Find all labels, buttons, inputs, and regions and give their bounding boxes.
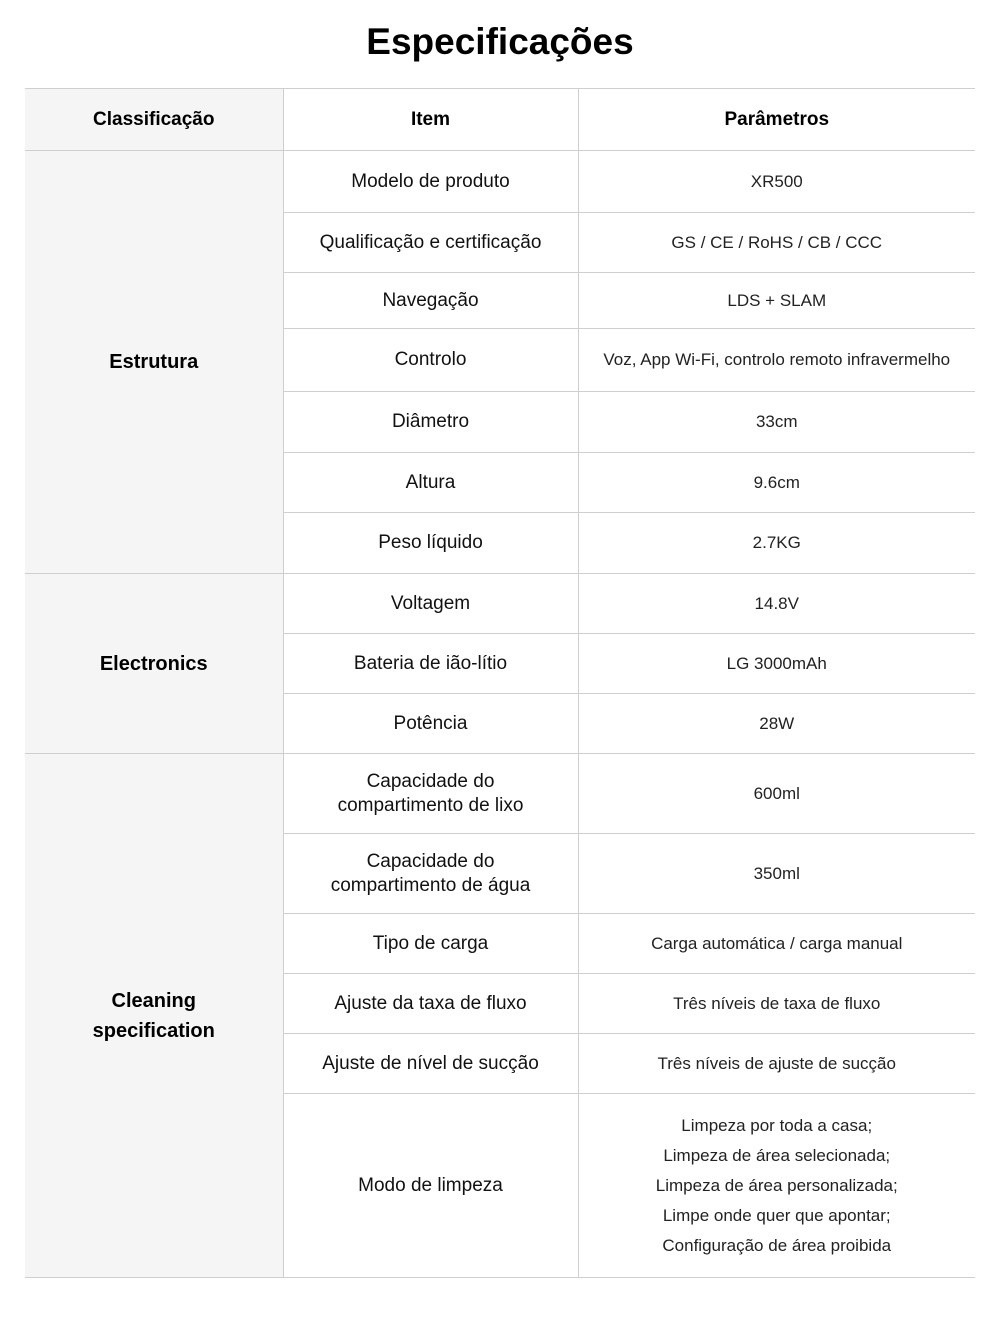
- parameter-cell: [578, 1094, 975, 1278]
- item-cell: Altura: [283, 453, 578, 513]
- item-cell: [283, 754, 578, 834]
- item-cell: Modelo de produto: [283, 151, 578, 213]
- header-parameters: Parâmetros: [578, 89, 975, 151]
- item-line: compartimento de lixo: [337, 794, 524, 816]
- parameter-cell: LG 3000mAh: [578, 634, 975, 694]
- item-cell: Peso líquido: [283, 513, 578, 574]
- item-cell: Diâmetro: [283, 392, 578, 453]
- table-row: [25, 754, 975, 834]
- item-line: Capacidade do: [366, 850, 495, 872]
- item-cell: Controlo: [283, 329, 578, 392]
- parameter-cell: LDS + SLAM: [578, 273, 975, 329]
- parameter-cell: 33cm: [578, 392, 975, 453]
- cleaning-mode-line: Limpeza de área selecionada;: [663, 1145, 891, 1165]
- group-cleaning-specification: [25, 754, 283, 1278]
- item-line: compartimento de água: [330, 874, 531, 896]
- parameter-cell: Voz, App Wi-Fi, controlo remoto infravermelho: [578, 329, 975, 392]
- item-cell: Voltagem: [283, 574, 578, 634]
- header-classification: Classificação: [25, 89, 283, 151]
- item-cell: [283, 834, 578, 914]
- table-row: [25, 151, 975, 213]
- table-header-row: [25, 89, 975, 151]
- specifications-table: [25, 88, 975, 1278]
- parameter-cell: XR500: [578, 151, 975, 213]
- parameter-cell: 600ml: [578, 754, 975, 834]
- group-estrutura: Estrutura: [25, 151, 283, 574]
- parameter-cell: 28W: [578, 694, 975, 754]
- cleaning-mode-line: Limpeza por toda a casa;: [681, 1115, 873, 1135]
- parameter-cell: 14.8V: [578, 574, 975, 634]
- page-title: Especificações: [366, 21, 634, 62]
- item-cell: Ajuste de nível de sucção: [283, 1034, 578, 1094]
- parameter-cell: Três níveis de ajuste de sucção: [578, 1034, 975, 1094]
- item-line: Capacidade do: [366, 770, 495, 792]
- item-cell: Ajuste da taxa de fluxo: [283, 974, 578, 1034]
- parameter-cell: 2.7KG: [578, 513, 975, 574]
- cleaning-mode-line: Limpe onde quer que apontar;: [662, 1205, 891, 1225]
- item-cell: Modo de limpeza: [283, 1094, 578, 1278]
- item-cell: Navegação: [283, 273, 578, 329]
- item-cell: Bateria de ião-lítio: [283, 634, 578, 694]
- item-cell: Tipo de carga: [283, 914, 578, 974]
- parameter-cell: 9.6cm: [578, 453, 975, 513]
- item-cell: Qualificação e certificação: [283, 213, 578, 273]
- parameter-cell: Carga automática / carga manual: [578, 914, 975, 974]
- header-item: Item: [283, 89, 578, 151]
- table-row: [25, 574, 975, 634]
- cleaning-mode-line: Configuração de área proibida: [662, 1235, 892, 1255]
- cleaning-mode-line: Limpeza de área personalizada;: [655, 1175, 898, 1195]
- group-name-line: Cleaning: [111, 989, 196, 1012]
- group-electronics: Electronics: [25, 574, 283, 754]
- item-cell: Potência: [283, 694, 578, 754]
- group-name-line: specification: [92, 1019, 215, 1042]
- parameter-cell: 350ml: [578, 834, 975, 914]
- parameter-cell: GS / CE / RoHS / CB / CCC: [578, 213, 975, 273]
- parameter-cell: Três níveis de taxa de fluxo: [578, 974, 975, 1034]
